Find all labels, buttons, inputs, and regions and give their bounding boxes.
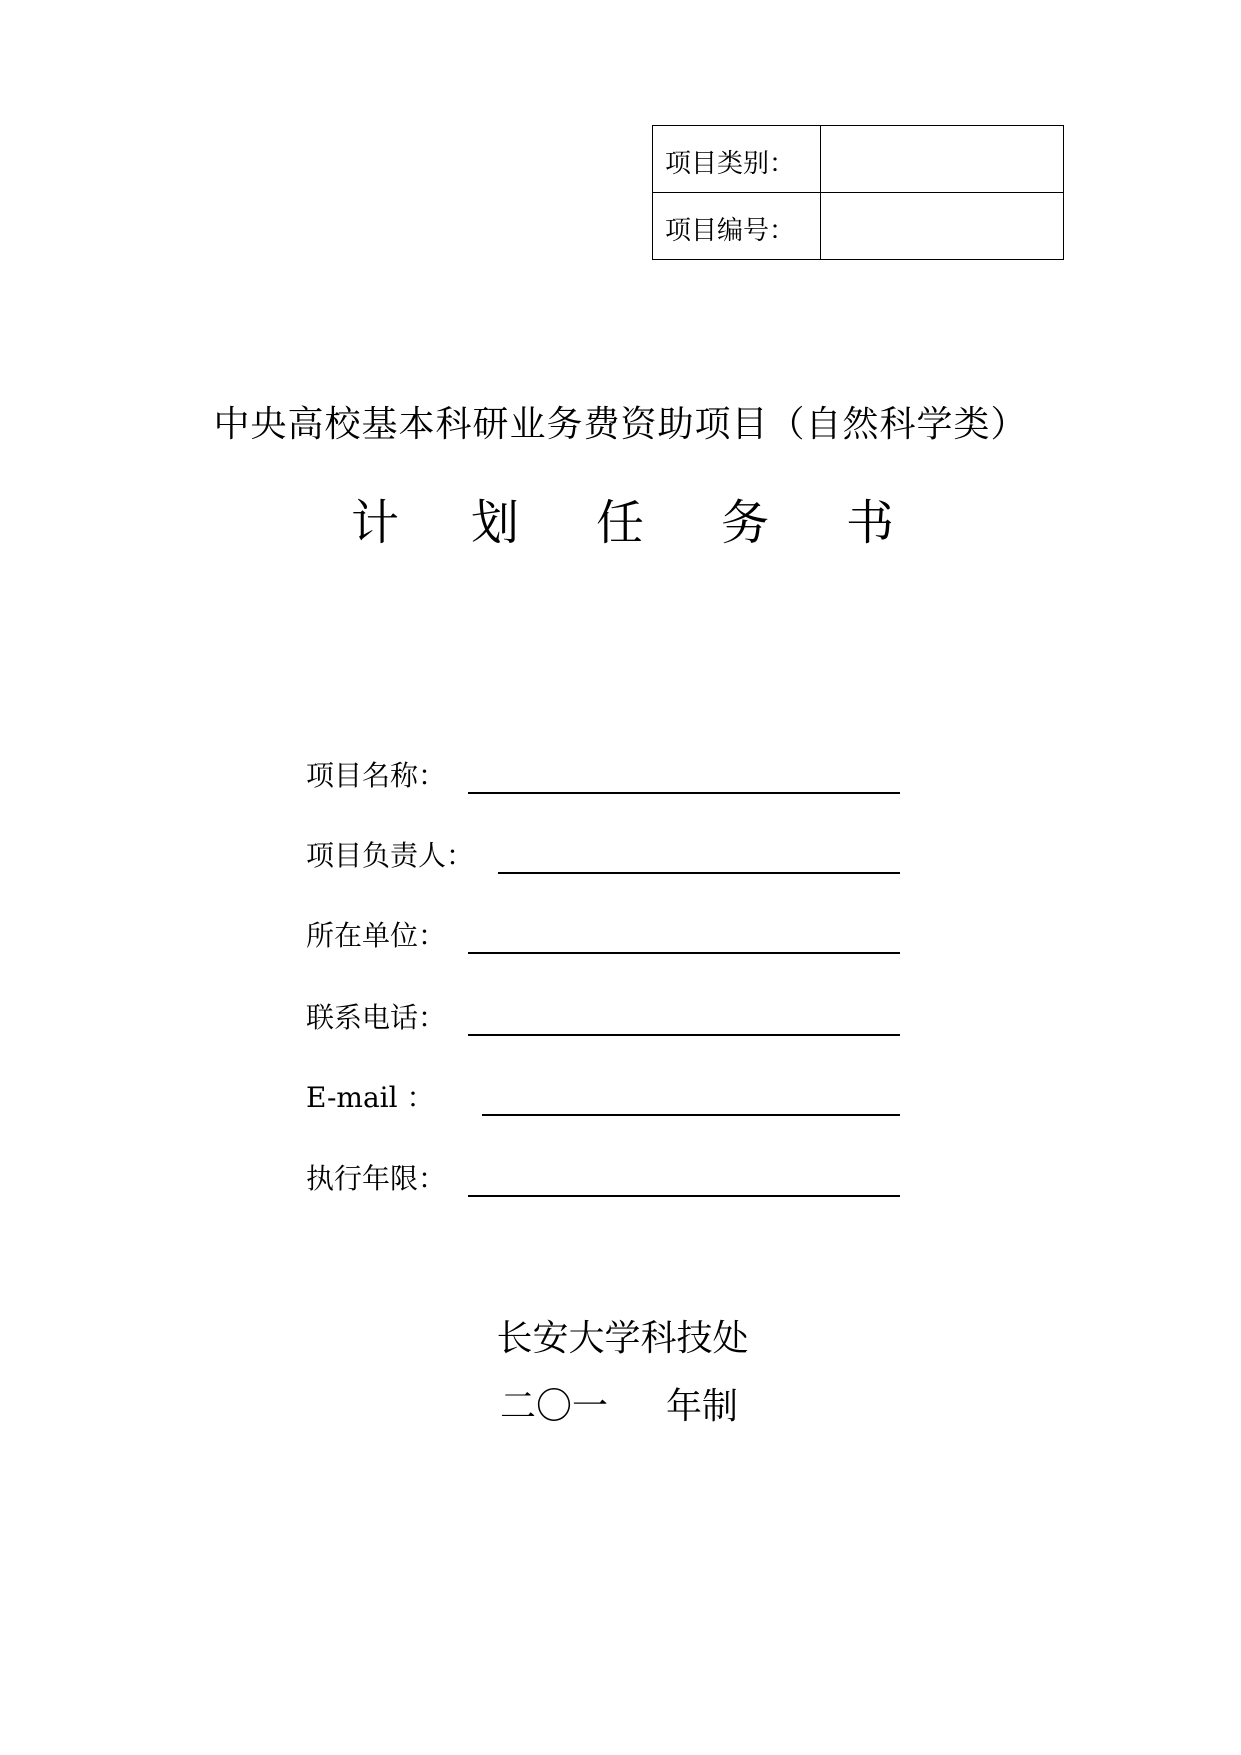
field-duration-label: 执行年限： [306, 1162, 447, 1195]
document-subtitle [0, 488, 1241, 558]
project-number-row [653, 193, 1064, 260]
field-email-label: E-mail ： [306, 1081, 435, 1114]
field-duration-input[interactable] [468, 1195, 900, 1197]
subtitle-char: 计 [350, 495, 399, 551]
field-phone-input[interactable] [468, 1034, 900, 1036]
field-project-leader-label: 项目负责人： [306, 839, 475, 872]
field-project-name-label: 项目名称： [306, 759, 447, 792]
issue-year [500, 1378, 738, 1429]
subtitle-char: 书 [845, 495, 894, 551]
field-phone-label: 联系电话： [306, 1001, 447, 1034]
field-project-name [306, 750, 906, 800]
field-project-leader-input[interactable] [498, 872, 900, 874]
project-category-value[interactable] [821, 126, 1064, 193]
subtitle-char: 划 [470, 495, 519, 551]
issue-year-suffix: 年制 [666, 1386, 739, 1427]
project-number-label: 项目编号： [653, 193, 821, 260]
field-department-label: 所在单位： [306, 919, 447, 952]
issuer-name: 长安大学科技处 [496, 1318, 749, 1359]
issue-year-prefix: 二〇一 [500, 1386, 609, 1427]
project-category-row [653, 126, 1064, 193]
subtitle-char: 务 [720, 495, 769, 551]
field-duration [306, 1153, 906, 1203]
field-phone [306, 992, 906, 1042]
subtitle-char: 任 [595, 495, 644, 551]
field-project-leader [306, 830, 906, 880]
document-title: 中央高校基本科研业务费资助项目（自然科学类） [213, 404, 1028, 445]
field-department [306, 910, 906, 960]
project-number-value[interactable] [821, 193, 1064, 260]
project-category-label: 项目类别： [653, 126, 821, 193]
field-department-input[interactable] [468, 952, 900, 954]
field-project-name-input[interactable] [468, 792, 900, 794]
field-email [306, 1072, 906, 1122]
project-info-table [652, 125, 1064, 260]
field-email-input[interactable] [482, 1114, 900, 1116]
